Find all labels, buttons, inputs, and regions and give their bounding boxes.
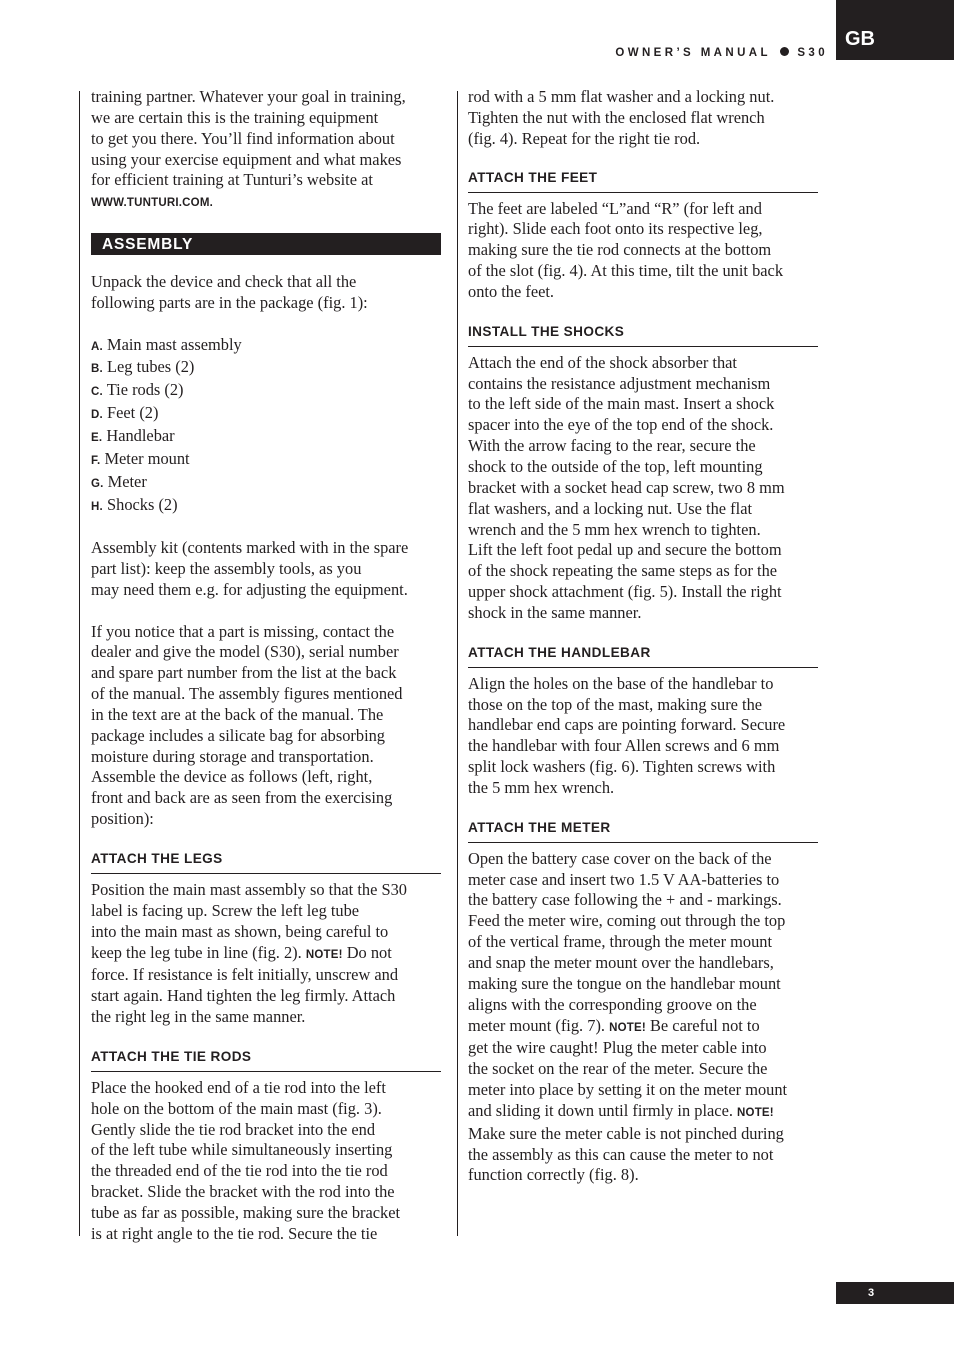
text-line: the battery case following the + and - markings. — [468, 890, 782, 910]
text-line: hole on the bottom of the main mast (fig. 3). — [91, 1098, 382, 1118]
text-line: the right leg in the same manner. — [91, 1007, 306, 1027]
assembly-kit-paragraph — [91, 538, 441, 601]
text-line: If you notice that a part is missing, contact the — [91, 621, 395, 641]
attach-feet-heading: ATTACH THE FEET — [468, 170, 818, 193]
install-shocks-heading: INSTALL THE SHOCKS — [468, 324, 818, 347]
text-line: training partner. Whatever your goal in training, — [91, 87, 406, 106]
text-line: Place the hooked end of a tie rod into the left — [91, 1077, 386, 1097]
list-item: F. Meter mount — [91, 448, 190, 468]
note-label: NOTE! — [737, 1106, 774, 1119]
attach-meter-heading: ATTACH THE METER — [468, 820, 818, 843]
attach-feet-paragraph — [468, 199, 818, 303]
text-line: Assembly kit (contents marked with in the spare — [91, 538, 409, 558]
list-item: C. Tie rods (2) — [91, 380, 184, 400]
text-line: (fig. 4). Repeat for the right tie rod. — [468, 128, 701, 148]
text-line: meter into place by setting it on the meter mount — [468, 1080, 788, 1100]
install-shocks-paragraph — [468, 353, 818, 624]
missing-part-paragraph — [91, 622, 441, 830]
assembly-heading: ASSEMBLY — [91, 233, 441, 255]
text-line: start again. Hand tighten the leg firmly. Attach — [91, 986, 396, 1006]
text-line: may need them e.g. for adjusting the equipment. — [91, 579, 408, 599]
text-line: and snap the meter mount over the handlebars, — [468, 953, 774, 972]
list-item: A. Main mast assembly — [91, 334, 242, 354]
manual-title: OWNER’S MANUAL — [615, 47, 771, 59]
text-line: force. If resistance is felt initially, unscrew and — [91, 965, 399, 985]
list-item: E. Handlebar — [91, 425, 175, 445]
text-line: to the left side of the main mast. Insert a shock — [468, 394, 775, 414]
attach-handlebar-paragraph — [468, 674, 818, 799]
website-link: WWW.TUNTURI.COM. — [91, 197, 214, 210]
text-line: of the left tube while simultaneously inserting — [91, 1140, 393, 1160]
text-line: shock in the same manner. — [468, 602, 642, 622]
list-item: G. Meter — [91, 471, 147, 491]
text-line: split lock washers (fig. 6). Tighten screws with — [468, 757, 776, 777]
text-line: function correctly (fig. 8). — [468, 1165, 639, 1185]
text-line: following parts are in the package (fig. 1): — [91, 292, 368, 312]
text-line: Make sure the meter cable is not pinched during — [468, 1123, 784, 1143]
text-line: the 5 mm hex wrench. — [468, 777, 615, 797]
note-label: NOTE! — [609, 1021, 646, 1034]
text-line: meter case and insert two 1.5 V AA-batteries to — [468, 869, 780, 889]
text-line: Position the main mast assembly so that the S30 — [91, 880, 407, 899]
text-line: keep the leg tube in line (fig. 2). NOTE! Do not — [91, 942, 392, 962]
left-column-rule — [79, 91, 80, 1236]
text-line: upper shock attachment (fig. 5). Install the right — [468, 582, 782, 602]
text-line: Align the holes on the base of the handlebar to — [468, 673, 774, 693]
text-line: Tighten the nut with the enclosed flat wrench — [468, 107, 765, 127]
text-line: Assemble the device as follows (left, right, — [91, 767, 373, 787]
text-line: moisture during storage and transportation. — [91, 746, 374, 766]
text-line: the socket on the rear of the meter. Secure the — [468, 1059, 768, 1079]
text-line: the threaded end of the tie rod into the tie rod — [91, 1161, 388, 1181]
text-line: those on the top of the mast, making sure the — [468, 694, 763, 714]
text-line: Gently slide the tie rod bracket into the end — [91, 1119, 376, 1139]
text-line: the handlebar with four Allen screws and 6 mm — [468, 736, 780, 756]
language-tab: GB — [836, 0, 954, 60]
text-line: shock to the outside of the top, left mounting — [468, 456, 763, 476]
text-line: front and back are as seen from the exercising — [91, 788, 393, 808]
left-column — [91, 87, 441, 1245]
text-line: into the main mast as shown, being careful to — [91, 921, 389, 941]
text-line: flat washers, and a locking nut. Use the flat — [468, 498, 753, 518]
text-line: to get you there. You’ll find information about — [91, 128, 395, 148]
text-line: Open the battery case cover on the back of the — [468, 848, 772, 868]
text-line: rod with a 5 mm flat washer and a locking nut. — [468, 87, 775, 106]
text-line: and spare part number from the list at the back — [91, 663, 397, 683]
text-line: of the vertical frame, through the meter mount — [468, 932, 773, 952]
text-line: Lift the left foot pedal up and secure the bottom — [468, 540, 782, 560]
attach-meter-paragraph — [468, 849, 818, 1187]
text-line: Unpack the device and check that all the — [91, 272, 357, 292]
text-line: in the text are at the back of the manual. The — [91, 704, 384, 724]
running-header — [615, 47, 828, 59]
website-line — [91, 191, 441, 214]
model-name: S30 — [797, 47, 828, 59]
list-item: B. Leg tubes (2) — [91, 357, 195, 377]
attach-handlebar-heading: ATTACH THE HANDLEBAR — [468, 645, 818, 668]
parts-list — [91, 335, 441, 518]
attach-tie-rods-heading: ATTACH THE TIE RODS — [91, 1049, 441, 1072]
text-line: handlebar end caps are pointing forward. Secure — [468, 715, 786, 735]
text-line: aligns with the corresponding groove on the — [468, 994, 757, 1014]
attach-legs-paragraph — [91, 880, 441, 1028]
text-line: dealer and give the model (S30), serial number — [91, 642, 399, 662]
middle-column-rule — [457, 91, 458, 1236]
text-line: position): — [91, 809, 154, 829]
note-label: NOTE! — [305, 948, 343, 961]
unpack-paragraph — [91, 272, 441, 314]
text-line: tube as far as possible, making sure the bracket — [91, 1202, 401, 1222]
list-item: D. Feet (2) — [91, 403, 159, 423]
bullet-dot-icon — [780, 47, 789, 56]
text-line: contains the resistance adjustment mechanism — [468, 373, 771, 393]
text-line: making sure the tie rod connects at the bottom — [468, 240, 772, 260]
text-line: using your exercise equipment and what makes — [91, 149, 402, 169]
right-column — [468, 87, 818, 1186]
text-line: we are certain this is the training equipment — [91, 107, 379, 127]
text-line: meter mount (fig. 7). NOTE! Be careful not to — [468, 1015, 760, 1035]
text-line: spacer into the eye of the top end of the shock. — [468, 415, 774, 435]
intro-paragraph — [91, 87, 441, 214]
text-line: of the manual. The assembly figures mentioned — [91, 684, 403, 704]
text-line: is at right angle to the tie rod. Secure the tie — [91, 1223, 378, 1243]
page-number: 3 — [836, 1282, 954, 1304]
text-line: get the wire caught! Plug the meter cable into — [468, 1038, 767, 1058]
text-line: onto the feet. — [468, 281, 555, 301]
tie-rod-continued-paragraph — [468, 87, 818, 150]
text-line: part list): keep the assembly tools, as you — [91, 559, 362, 579]
text-line: for efficient training at Tunturi’s website at — [91, 170, 373, 190]
text-line: wrench and the 5 mm hex wrench to tighten. — [468, 519, 761, 539]
text-line: right). Slide each foot onto its respective leg, — [468, 219, 763, 239]
text-line: package includes a silicate bag for absorbing — [91, 725, 386, 745]
text-line: of the shock repeating the same steps as for the — [468, 561, 778, 581]
text-line: the assembly as this can cause the meter to not — [468, 1144, 774, 1164]
text-line: label is facing up. Screw the left leg tube — [91, 900, 360, 920]
text-line: of the slot (fig. 4). At this time, tilt the unit back — [468, 261, 784, 281]
text-line: bracket. Slide the bracket with the rod into the — [91, 1182, 395, 1202]
attach-legs-heading: ATTACH THE LEGS — [91, 851, 441, 874]
text-line: bracket with a socket head cap screw, two 8 mm — [468, 477, 785, 497]
text-line: making sure the tongue on the handlebar mount — [468, 973, 781, 993]
text-line: Attach the end of the shock absorber that — [468, 352, 737, 372]
list-item: H. Shocks (2) — [91, 494, 178, 514]
text-line: With the arrow facing to the rear, secure the — [468, 436, 756, 456]
attach-tie-rods-paragraph — [91, 1078, 441, 1245]
text-line: Feed the meter wire, coming out through the top — [468, 911, 786, 931]
text-line: and sliding it down until firmly in place. NOTE! — [468, 1100, 774, 1120]
text-line: The feet are labeled “L”and “R” (for left and — [468, 198, 762, 218]
